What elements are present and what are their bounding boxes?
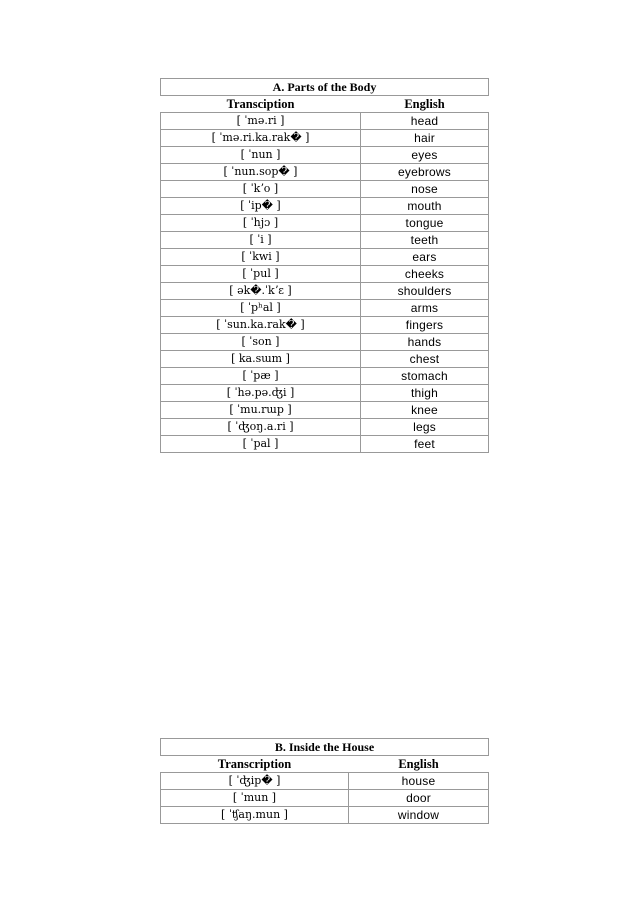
table-row (161, 232, 489, 249)
table-row (161, 283, 489, 300)
english-cell: arms (361, 300, 489, 317)
english-cell: teeth (361, 232, 489, 249)
table-b-title: B. Inside the House (161, 739, 489, 756)
transcription-cell: [ ˈpal ] (161, 436, 361, 453)
table-row (161, 215, 489, 232)
transcription-cell: [ ˈʤoŋ.a.ri ] (161, 419, 361, 436)
english-cell: eyebrows (361, 164, 489, 181)
table-row (161, 402, 489, 419)
inside-house-table (160, 738, 489, 824)
table-a-english-header: English (361, 96, 489, 113)
transcription-cell: [ ˈip� ] (161, 198, 361, 215)
table-a-transcription-header: Transciption (161, 96, 361, 113)
english-cell: legs (361, 419, 489, 436)
transcription-cell: [ ka.sɯm ] (161, 351, 361, 368)
table-row (161, 436, 489, 453)
english-cell: nose (361, 181, 489, 198)
transcription-cell: [ ˈmə.ri.ka.rak� ] (161, 130, 361, 147)
table-row (161, 181, 489, 198)
table-row (161, 300, 489, 317)
transcription-cell: [ ˈpæ ] (161, 368, 361, 385)
table-row (161, 249, 489, 266)
table-row (161, 807, 489, 824)
transcription-cell: [ ˈhjɔ ] (161, 215, 361, 232)
table-row (161, 419, 489, 436)
english-cell: hair (361, 130, 489, 147)
table-b-body (161, 773, 489, 824)
table-a-body (161, 113, 489, 453)
table-row (161, 147, 489, 164)
transcription-cell: [ ˈhə.pə.ʤi ] (161, 385, 361, 402)
transcription-cell: [ ˈnun.sop� ] (161, 164, 361, 181)
transcription-cell: [ ˈmə.ri ] (161, 113, 361, 130)
english-cell: head (361, 113, 489, 130)
transcription-cell: [ ˈkwi ] (161, 249, 361, 266)
transcription-cell: [ ˈsun.ka.rak� ] (161, 317, 361, 334)
english-cell: feet (361, 436, 489, 453)
table-row (161, 773, 489, 790)
table-row (161, 164, 489, 181)
english-cell: knee (361, 402, 489, 419)
english-cell: ears (361, 249, 489, 266)
english-cell: tongue (361, 215, 489, 232)
english-cell: shoulders (361, 283, 489, 300)
transcription-cell: [ ˈkʼo ] (161, 181, 361, 198)
english-cell: thigh (361, 385, 489, 402)
transcription-cell: [ ˈi ] (161, 232, 361, 249)
english-cell: stomach (361, 368, 489, 385)
english-cell: house (349, 773, 489, 790)
parts-of-body-table (160, 78, 489, 453)
table-row (161, 317, 489, 334)
table-row (161, 351, 489, 368)
transcription-cell: [ ək�.ˈkʼɛ ] (161, 283, 361, 300)
transcription-cell: [ ˈpul ] (161, 266, 361, 283)
english-cell: eyes (361, 147, 489, 164)
table-row (161, 385, 489, 402)
transcription-cell: [ ˈʧaŋ.mun ] (161, 807, 349, 824)
english-cell: hands (361, 334, 489, 351)
transcription-cell: [ ˈnun ] (161, 147, 361, 164)
english-cell: door (349, 790, 489, 807)
english-cell: cheeks (361, 266, 489, 283)
table-row (161, 198, 489, 215)
table-row (161, 113, 489, 130)
table-row (161, 368, 489, 385)
english-cell: chest (361, 351, 489, 368)
english-cell: window (349, 807, 489, 824)
table-b-transcription-header: Transcription (161, 756, 349, 773)
transcription-cell: [ ˈson ] (161, 334, 361, 351)
table-row (161, 266, 489, 283)
transcription-cell: [ ˈmun ] (161, 790, 349, 807)
table-a-title: A. Parts of the Body (161, 79, 489, 96)
english-cell: fingers (361, 317, 489, 334)
transcription-cell: [ ˈpʰal ] (161, 300, 361, 317)
table-row (161, 334, 489, 351)
transcription-cell: [ ˈʤip� ] (161, 773, 349, 790)
table-b-english-header: English (349, 756, 489, 773)
transcription-cell: [ ˈmu.rɯp ] (161, 402, 361, 419)
table-row (161, 790, 489, 807)
english-cell: mouth (361, 198, 489, 215)
table-row (161, 130, 489, 147)
